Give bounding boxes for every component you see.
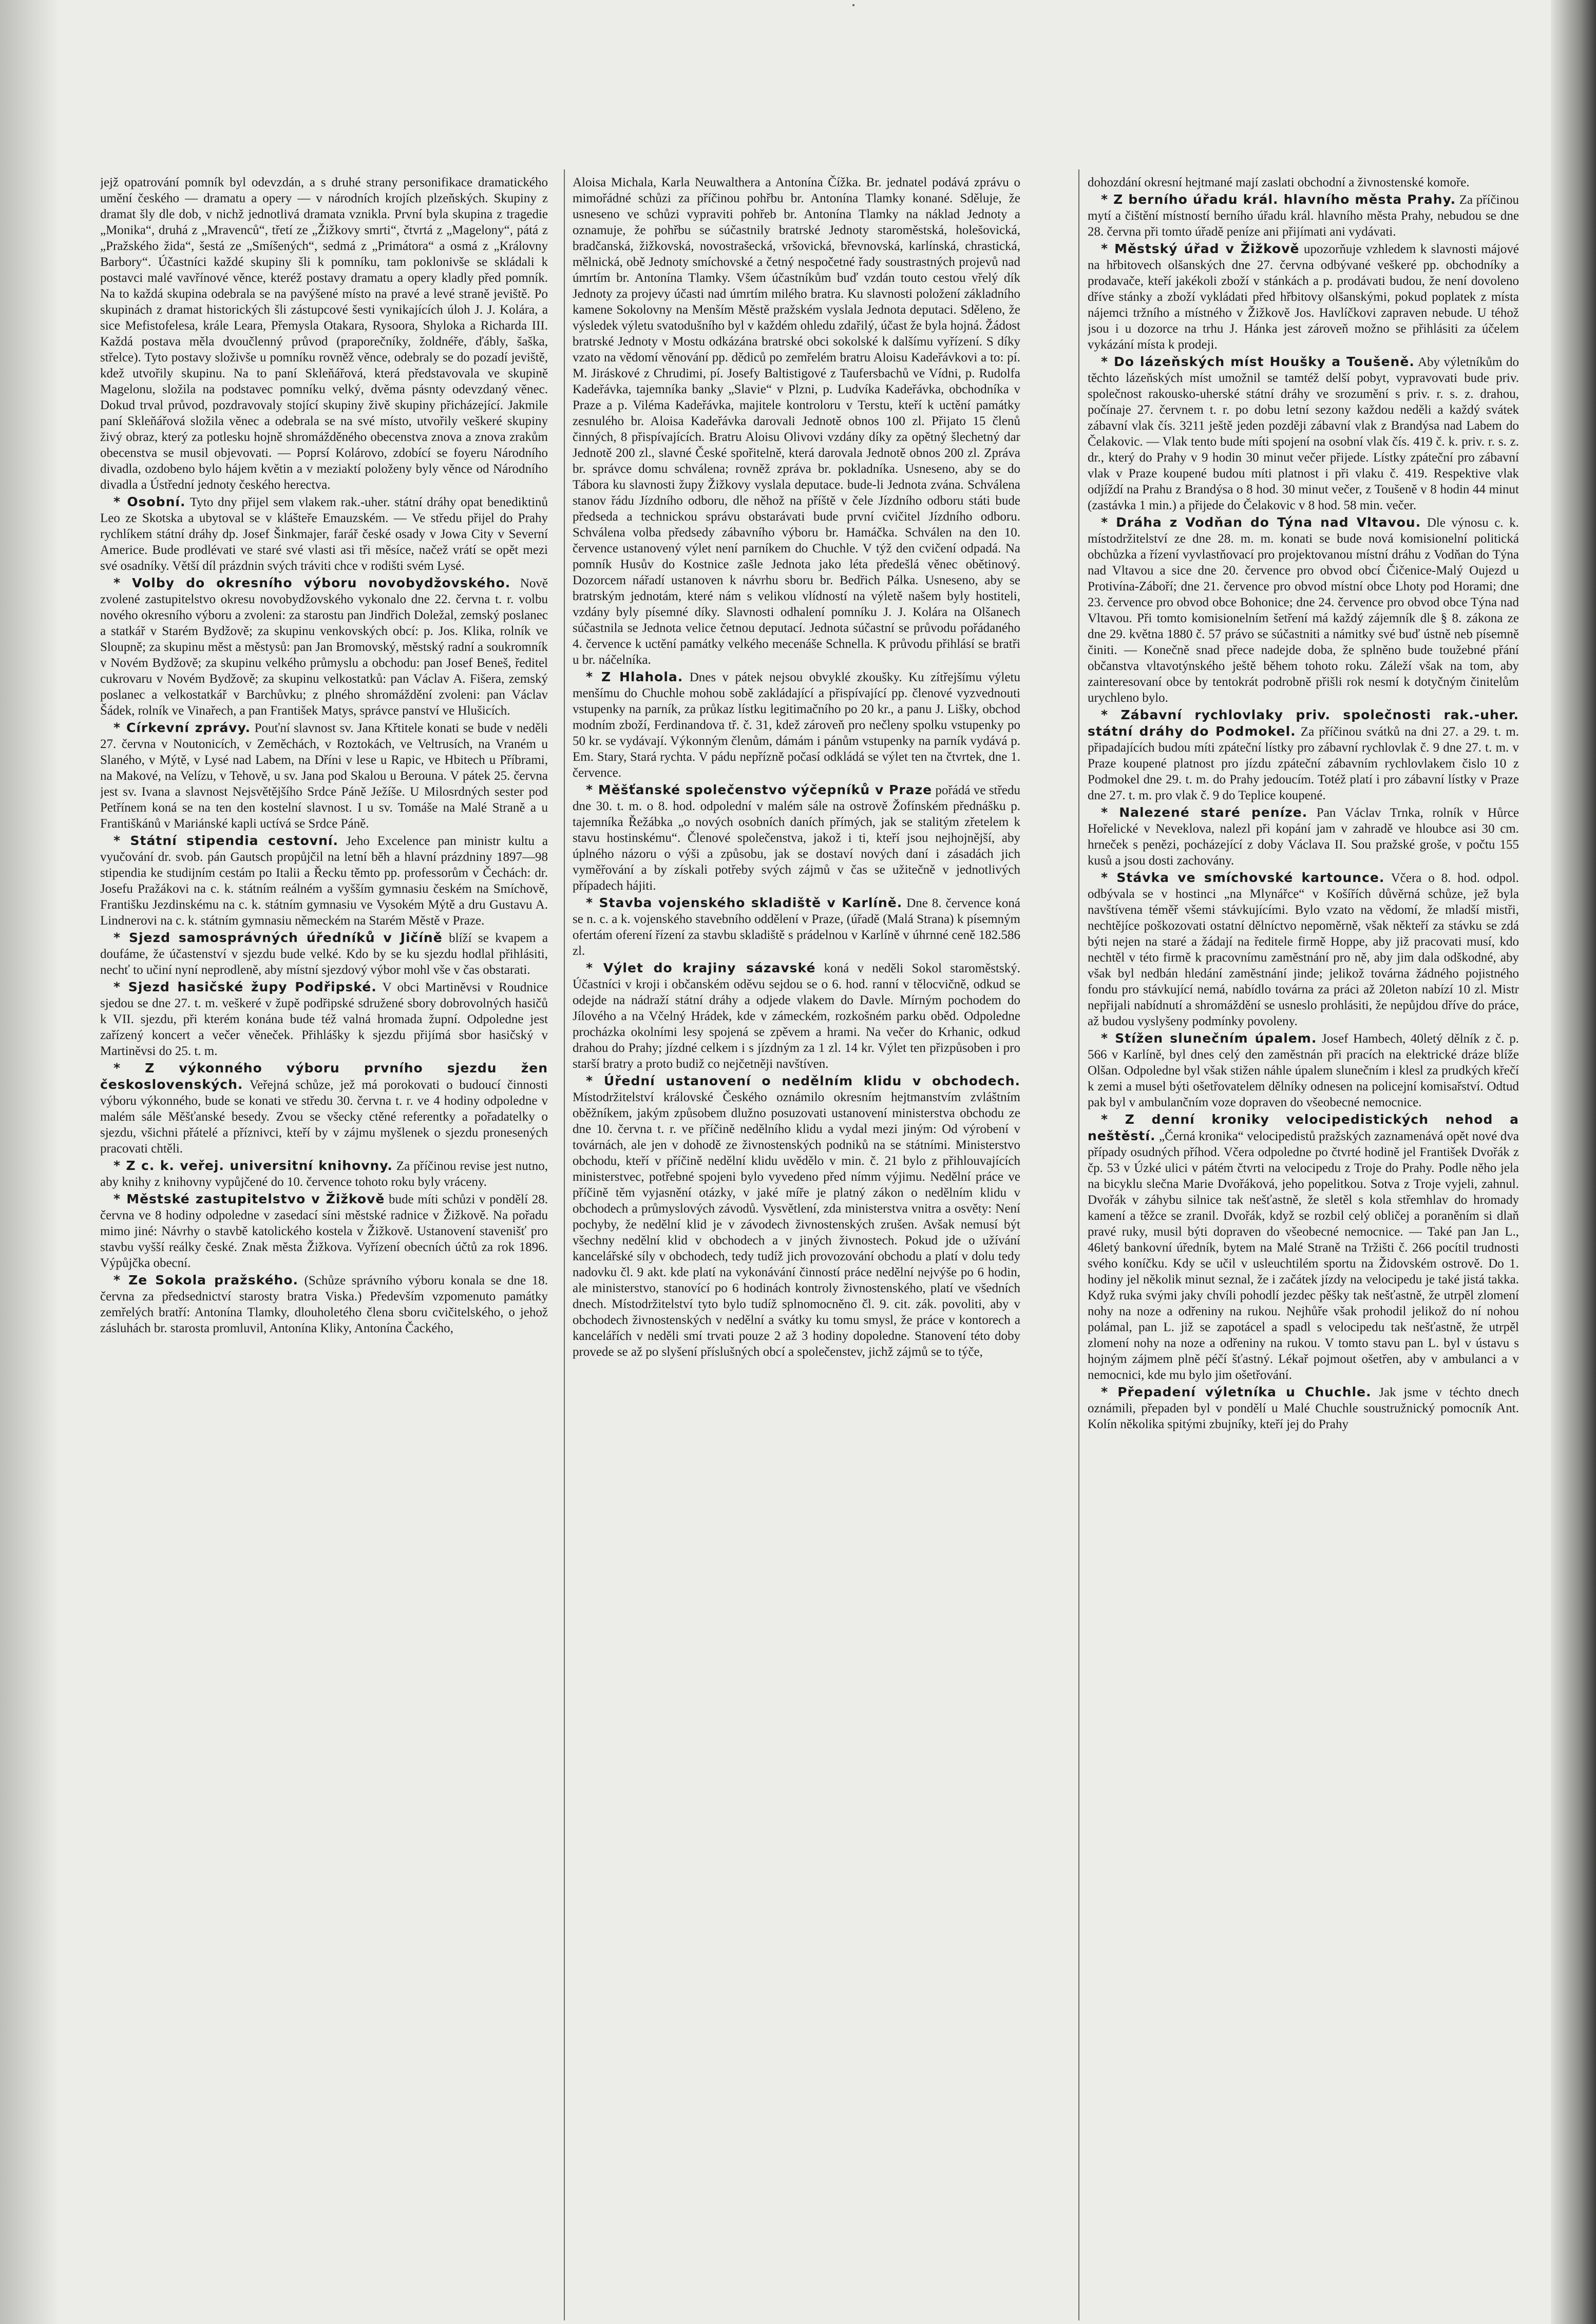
column-1 xyxy=(100,175,548,2320)
news-item-heading: * Do lázeňských míst Houšky a Toušeně. xyxy=(1101,354,1415,369)
news-item-text: Za příčinou revise jest nutno, aby knihy z knihovny vypůjčené do 10. července tohoto roku byly vráceny. xyxy=(100,1159,548,1189)
news-item-heading: * Stížen slunečním úpalem. xyxy=(1101,1031,1317,1046)
scan-right-edge xyxy=(1550,0,1596,2324)
news-item xyxy=(1088,191,1519,240)
news-item-text: Aloisa Michala, Karla Neuwalthera a Antonína Čížka. Br. jednatel podává zprávu o mimořádné schůzi za příčinou pohřbu br. Antonína Tlamky konané. Sděluje, že usneseno ve schůzi vypraviti pohřeb br. Antonína Tlamky na náklad Jednoty a oznamuje, že pohřbu se súčastnily bratrské Jednoty staroměstská, holešovická, bradčanská, žižkovská, novostrašecká, vršovická, břevnovská, karlínská, chrastická, mělnická, obě Jednoty smíchovské a četný nespočetné řady soustrastných projevů nad úmrtím br. Antonína Tlamky. Všem účastníkům buď vzdán touto cestou vřelý dík Jednoty za projevy účasti nad úmrtím milého bratra. Ku slavnosti položení základního kamene Sokolovny na Menším Městě pražském vyslala Jednota deputaci. Sděleno, že výsledek výletu svatodušního byl v každém ohledu zdařilý, účast že byla hojná. Žádost bratrské Jednoty v Mostu odkázána bratrské obci sokolské k dalšímu vyřízení. S díky vzato na vědomí věnování pp. dědiců po zemřelém bratru Aloisu Kadeřávkovi a to: pí. M. Jiráskové z Chrudimi, pí. Josefy Baltistigové z Taufersbachů ve Vídni, p. Rudolfa Kadeřávka, tajemníka banky „Slavie“ v Plzni, p. Ludvíka Kadeřávka, obchodníka v Praze a p. Viléma Kadeřávka, majitele kontroloru v Terstu, kteří k uctění památky zesnulého br. Aloisa Kadeřávka darovali Jednotě obnos 100 zl. Přijato 15 členů činných, 8 přispívajících. Bratru Aloisu Olivovi vzdány díky za opětný šlechetný dar Jednotě 200 zl., slavné České spořitelně, která darovala Jednotě obnos 200 zl. Zpráva br. správce domu schválena; rovněž zpráva br. pokladníka. Usneseno, aby se do Tábora ku slavnosti župy Žižkovy vyslala deputace. bude-li Jednota zvána. Schválena stanov řádu Jízdního odboru, dle něhož na příště v čele Jízdního odboru státi bude předseda a technickou správu obstarávati bude první cvičitel Jízdního odboru. Schválena volba předsedy zábavního výboru br. Hamáčka. Schválen na den 10. července ustanovený výlet není parníkem do Chuchle. V týž den cvičení odpadá. Na pomník Husův do Kostnice zašle Jednota jako léta předešlá věnec obětinový. Dozorcem nářadí ustanoven k návrhu sboru br. Bedřich Pálka. Usneseno, aby se bratrským jednotám, které nám s velikou vlídností na výletě našem byly hostiteli, vzdány byly písemné díky. Slavnosti odhalení pomníku J. J. Kolára na Olšanech súčastnila se Jednota velice četnou deputací. Jednota súčastní se průvodu pořádaného 4. července k uctění památky velkého mecenáše Schnella. K průvodu přihlásí se bratři u br. náčelníka. xyxy=(573,176,1020,667)
news-item-text: Dle výnosu c. k. místodržitelství ze dne 28. m. m. konati se bude nová komisionelní politická obchůzka a řízení vyvlastňovací pro projektovanou místní dráhu z Vodňan do Týna nad Vltavou a sice dne 20. července pro obvod obcí Čičenice-Malý Oujezd u Protivína-Záboří; dne 21. července pro obvod místní obce Lhoty pod Horami; dne 23. července pro obvod obce Bohonice; dne 24. července pro obvod obce Týna nad Vltavou. Při tomto komisionelním šetření má každý zájemník dle § 8. zákona ze dne 29. května 1880 č. 57 právo se súčastniti a námitky své buď ústně neb písemně činiti. — Konečně snad přece nadejde doba, že splněno bude toužebné přání občanstva vltavotýnského ještě během tohoto roku. Záleží však na tom, aby zainteresovaní obce by tentokrát podrobně přišli rok nesmí k dotyčným činitelům urychleno bylo. xyxy=(1088,516,1519,705)
news-item-heading: * Zábavní rychlovlaky priv. společnosti rak.-uher. státní dráhy do Podmokel. xyxy=(1088,707,1519,739)
article-paragraph xyxy=(1088,175,1519,190)
news-item-text: jejž opatrování pomník byl odevzdán, a s druhé strany personifikace dramatického umění českého — dramatu a opery — v národních krojích plzeňských. Skupiny z dramat šly dle dob, v nichž jednotlivá dramata vznikla. První byla skupina z tragedie „Monika“, druhá z „Mravenců“, třetí ze „Žižkovy smrti“, čtvrtá z „Magelony“, pátá z „Pražského žida“, šestá ze „Smíšených“, sedmá z „Primátora“ a osmá z „Královny Barbory“. Účastníci každé skupiny šli k pomníku, tam poklonivše se skládali k postavci malé vavřínové věnce, kteréž postavy dramatu a opery kladly před pomník. Na to každá skupina odebrala se na pavýšené místo na pravé a levé straně jeviště. Po skupinách z dramat historických šli zástupcové šesti vynikajících úloh J. J. Kolára, a sice Mefistofelesa, krále Leara, Přemysla Otakara, Rysoora, Shyloka a Richarda III. Každá postava měla dvoučlenný průvod (praporečníky, žoldnéře, ďábly, šaška, střelce). Tyto postavy složivše u pomníku rovněž věnce, odebraly se do pozadí jeviště, kdež utvořily skupinu. Na to paní Skleňářová, která představovala ve skupině Magelonu, složila na podstavec pomníku velký, dvěma pásnty odevzdaný věnec. Dokud trval průvod, pozdravovaly stojící skupiny živě skupiny přicházející. Jakmile paní Skleňářová složila věnec a odebrala se na své místo, utvořily veškeré skupiny živý obraz, který za potlesku hojně shromážděného obecenstva znova a znova zrakům obecenstva se musil objevovati. — Poprsí Kolárovo, zdobící se foyeru Národního divadla, ozdobeno bylo hájem květin a v meziaktí položeny byly věnce od Národního divadla a Ústřední jednoty českého herectva. xyxy=(100,176,548,492)
scan-left-edge xyxy=(0,0,56,2324)
news-item-heading: * Výlet do krajiny sázavské xyxy=(586,961,816,975)
news-item xyxy=(573,782,1020,894)
news-item xyxy=(100,720,548,832)
news-item-text: Za příčinou svátků na dni 27. a 29. t. m. připadajících budou míti zpáteční lístky pro zábavní rychlovlak č. 9 dne 27. t. m. v Praze koupené platnost pro jízdu zpáteční zábavním rychlovlakem čislo 10 z Podmokel dne 29. t. m. do Prahy jedoucím. Totéž platí i pro zábavní lístky v Praze dne 27. t. m. pro vlak č. 9 do Teplice koupené. xyxy=(1088,725,1519,802)
news-item xyxy=(1088,1030,1519,1110)
news-item xyxy=(100,575,548,719)
news-item-heading: * Měšťanské společenstvo výčepníků v Praze xyxy=(586,782,933,797)
news-item xyxy=(100,1158,548,1190)
news-item xyxy=(100,1191,548,1271)
news-item xyxy=(100,979,548,1059)
news-item-text: Veřejná schůze, jež má porokovati o budoucí činnosti výboru výkonného, bude se konati ve středu 30. června t. r. ve 4 hodiny odpoledne v malém sále Měšťanské besedy. Zvou se všecky ctěné referentky a pořadatelky o sjezdu, všichni přátelé a příznivci, kteří by v zájmu myšlenek o sjezdu pronesených pracovati chtěli. xyxy=(100,1078,548,1156)
news-item xyxy=(100,1060,548,1157)
news-item-heading: * Z výkonného výboru prvního sjezdu žen československých. xyxy=(100,1061,548,1092)
news-item xyxy=(100,833,548,929)
column-rule-1 xyxy=(564,169,565,2320)
news-item xyxy=(100,930,548,978)
news-item-heading: * Úřední ustanovení o nedělním klidu v obchodech. xyxy=(586,1073,1020,1088)
news-item-heading: * Městské zastupitelstvo v Žižkově xyxy=(113,1192,385,1206)
news-item-text: Pouťní slavnost sv. Jana Křtitele konati se bude v neděli 27. června v Noutonicích, v Zeměchách, v Roztokách, ve Veltrusích, na Vraném u Slaného, v Mýtě, v Lysé nad Labem, na Dříni v lese u Rapic, ve Hbitech u Příbrami, na Makové, na Velízu, v Tehově, u sv. Jana pod Skalou u Berouna. V pátek 25. června jest sv. Ivana a slavnost Nejsvětějšího Srdce Páně Ježíše. U Milosrdných sester pod Petřínem koná se na ten den kostelní slavnost. I u sv. Tomáše na Malé Straně a u Františkánů v Mariánské kapli uctívá se Srdce Páně. xyxy=(100,721,548,831)
news-item-text: pořádá ve středu dne 30. t. m. o 8. hod. odpolední v malém sále na ostrově Žofínském přednášku p. tajemníka Řežábka „o nových osobních daních přímých, jak se stalitým zřetelem k stavu hostinskému“. Členové společenstva, jakož i ti, kteří jsou nejhojnější, aby úplného názoru o výši a způsobu, jak se dostaví nových daní i zásadách jich vyměřování a by získali potřeby svých zájmů v čas se užitečně v jednotlivých případech hájiti. xyxy=(573,783,1020,893)
news-item-text: upozorňuje vzhledem k slavnosti májové na hřbitovech olšanských dne 27. června odbývané veškeré pp. obchodníky a prodavače, kteří jakékoli zboží v stánkách a p. prodávati budou, že není dovoleno dříve stánky a zboží vykládati před hřbitovy olšanskými, pokud poplatek z místa nájemci tržního a místného v Žižkově Jos. Havlíčkovi zapraven nebude. U téhož jsou i u dozorce na trhu J. Hánka jest zároveň možno se přihlásiti za účelem vykázání místa k prodeji. xyxy=(1088,242,1519,352)
news-item-heading: * Z berního úřadu král. hlavního města Prahy. xyxy=(1101,192,1456,207)
news-item xyxy=(1088,1384,1519,1432)
news-item xyxy=(573,960,1020,1072)
news-item-heading: * Sjezd hasičské župy Podřipské. xyxy=(113,979,377,994)
column-rule-2 xyxy=(1078,169,1079,2320)
news-item-heading: * Osobní. xyxy=(113,494,186,509)
news-item-text: (Schůze správního výboru konala se dne 18. června za předsednictví starosty bratra Viska.) Především vzpomenuto památky zemřelých bratří: Antonína Tlamky, dlouholetého člena sboru cvičitelského, o jehož zásluhách br. starosta promluvil, Antonína Kliky, Antonína Čackého, xyxy=(100,1274,548,1335)
news-item-heading: * Dráha z Vodňan do Týna nad Vltavou. xyxy=(1101,515,1421,530)
news-item-heading: * Sjezd samosprávných úředníků v Jičíně xyxy=(113,930,443,945)
news-item-heading: * Ze Sokola pražského. xyxy=(113,1273,298,1288)
news-item-heading: * Volby do okresního výboru novobydžovského. xyxy=(113,575,511,590)
news-item-heading: * Z c. k. veřej. universitní knihovny. xyxy=(113,1158,393,1173)
news-item-text: Tyto dny přijel sem vlakem rak.-uher. státní dráhy opat benediktinů Leo ze Skotska a ubytoval se v klášteře Emauzském. — Ve středu přijel do Prahy rychlíkem státní dráhy dp. Josef Šinkmajer, farář české osady v Jowa City v Severní Americe. Bude prodlévati ve staré své vlasti asi tři měsíce, načež vrátí se opět mezi své osadníky. Větší díl prázdnin svých tráviti chce v rodišti svém Lysé. xyxy=(100,495,548,573)
news-item-heading: * Městský úřad v Žižkově xyxy=(1101,241,1300,256)
news-item-text: Nově zvolené zastupitelstvo okresu novobydžovského vykonalo dne 22. června t. r. volbu nového okresního výboru a zvoleni: za starostu pan Jindřich Doležal, zemský poslanec a statkář v Starém Bydžově; za skupinu venkovských obcí: p. Jos. Klika, rolník ve Sloupně; za skupinu měst a městysů: pan Jan Bromovský, městský radní a soukromník v Novém Bydžově; za skupinu velkého průmyslu a obchodu: pan Josef Beneš, ředitel cukrovaru v Novém Bydžově; za skupinu velkostatků: pan Václav A. Fišera, zemský poslanec a velkostatkář v Barchůvku; z plného shromáždění zvoleni: pan Václav Šádek, rolník ve Vinařech, a pan František Matys, správce panství ve Hlušicích. xyxy=(100,577,548,718)
news-item-text: blíží se kvapem a doufáme, že účastenství v sjezdu bude velké. Kdo by se ku sjezdu hodlal přihlásiti, nechť to učiní nyní neprodleně, aby místní sjezdový výbor mohl vše v čas obstarati. xyxy=(100,931,548,977)
news-item-text: Jeho Excelence pan ministr kultu a vyučování dr. svob. pán Gautsch propůjčil na letní běh a hlavní prázdniny 1897—98 stipendia ke studijním cestám po Italii a Řecku těmto pp. professorům v Čechách: dr. Josefu Pražákovi na c. k. státním reálném a vyšším gymnasiu českém na Smíchově, Františku Jezdinskému na c. k. státním gymnasiu ve Vysokém Mýtě a dru Gustavu A. Lindnerovi na c. k. státním gymnasiu německém na Starém Městě v Praze. xyxy=(100,834,548,928)
news-item-text: Místodržitelství královské Českého oznámilo okresním hejtmanstvím zvláštním oběžníkem, jakým způsobem dlužno posuzovati ustanovení ministerstva obchodu ze dne 10. června t. r. ve příčině nedělního klidu a vydal mezi jiným: Od výrobení v továrnách, ale jen v dohodě ze živnostenských podniků na se státními. Ministerstvo obchodu, kteří v příčině nedělní klidu uvědělo v min. č. 21 bylo z přihlouvajících ministerstvec, potřebné spojeni bylo vyvedeno před nímm výjimu. Nedělní práce ve příčině těm vyjasnění otázky, v jaké míře je platný zákon o nedělním klidu v obchodech a průmyslových závodů. Vysvětlení, zda ministerstva vnitra a osvěty: Není pochyby, že nedělní klid je v závodech živnostenských zrušen. Avšak nemusí být všechny nedělní klid v obchodech a v jiných živnostech. Pokud jde o užívání kancelářské síly v obchodech, tedy tudíž jich provozování obchodu a platí v dolu tedy nadovku čl. 9 akt. kde platí na vykonávání činností práce nedělní nejvýše po 6 hodin, ale ministerstvo, stanovící po 6 hodinách kontroly živnostenského, platí ve všedních dnech. Místodržitelství tyto bylo tudíž splnomocněno čl. 9. cit. zák. povoliti, aby v obchodech živnostenských v nedělní a svátky ku tomu smysl, že práce v kontorech a kancelářích v neděli smí trvati pouze 2 až 3 hodiny dopoledne. Stanovení této doby provede se až po slyšení příslušných obcí a společenstev, jichž zájmů se to týče, xyxy=(573,1090,1020,1359)
news-item-heading: * Státní stipendia cestovní. xyxy=(113,833,338,848)
article-paragraph xyxy=(100,175,548,493)
news-item xyxy=(573,1073,1020,1360)
news-item-heading: * Církevní zprávy. xyxy=(113,720,251,735)
news-item-text: dohozdání okresní hejtmané mají zaslati obchodní a živnostenské komoře. xyxy=(1088,176,1470,189)
news-item-text: Za příčinou mytí a čištění místností berního úřadu král. hlavního města Prahy, nebudou se dne 28. června při tomto úřadě peníze ani přijímati ani vydávati. xyxy=(1088,193,1519,239)
news-item-heading: * Z denní kroniky velocipedistických nehod a neštěstí. xyxy=(1088,1112,1519,1143)
news-item-text: Jak jsme v téchto dnech oznámili, přepaden byl v pondělí u Malé Chuchle soustružnický pomocník Ant. Kolín několika spitými zbujníky, kteří jej do Prahy xyxy=(1088,1386,1519,1431)
news-item xyxy=(100,494,548,574)
news-item xyxy=(1088,870,1519,1029)
news-item xyxy=(573,669,1020,781)
news-item xyxy=(1088,804,1519,869)
news-item xyxy=(1088,354,1519,513)
news-item xyxy=(100,1272,548,1336)
news-item-heading: * Stávka ve smíchovské kartounce. xyxy=(1101,870,1385,885)
news-item-text: Dne 8. července koná se n. c. a k. vojenského stavebního oddělení v Praze, (úřadě (Malá Strana) k písemným ofertám oferení řízení za stavbu skladiště s prádelnou v Karlíně v úhrnné ceně 182.586 zl. xyxy=(573,896,1020,958)
news-item-heading: * Stavba vojenského skladiště v Karlíně. xyxy=(586,895,903,910)
news-item xyxy=(1088,514,1519,706)
news-item-text: Pan Václav Trnka, rolník v Hůrce Hořelické v Neveklova, nalezl při kopání jam v zahradě ve hloubce asi 30 cm. hrneček s penězi, pocházející z doby Václava II. Sou pražské groše, v počtu 155 kusů a jsou dosti zachovány. xyxy=(1088,806,1519,868)
news-item-text: „Černá kronika“ velocipedistů pražských zaznamenává opět nové dva případy osudných příhod. Včera odpoledne po čtvrté hodině jel František Dvořák z čp. 53 v Úzké ulici v pátém čtvrti na velocipedu z Troje do Prahy. Podle něho jela na bicyklu slečna Marie Dvořáková, jeho popelitkou. Sotva z Troje vyjeli, zahnul. Dvořák v záhybu silnice tak nešťastně, že sletěl s kola střemhlav do hromady kamení a těžce se zranil. Dvořák, když se rozbil celý obličej a poraněním si dlaň pravé ruky, musil býti dopraven do všeobecné nemocnice. — Také pan Jan L., 46letý bankovní úředník, bytem na Malé Straně na Tržišti č. 266 pocítil trudnosti svého koníčku. Kdy se učil v usleuchtilém sportu na Židovském ostrově. Do 1. hodiny jel několik minut seznal, že i začátek jízdy na velocipedu je také jistá takka. Když ruka svými jaky chvíli pohodlí jezdec pěšky tak nešťastně, že utrpěl zlomení nohy na noze a odřeniny na rukou. Nejhůře však prohodil jelikož do ní nohou polámal, pan L. již se zapotácel a spadl s velocipedu tak nešťastně, že utrpěl zlomení nohy na noze a odřeniny na rukou. V tomto stavu pan L. byl v ústavu s hojným zájmem plně péčí šťastný. Lékař pojmout ošetřen, aby v ambulanci a v nemocnici, kde mu bylo jim ošetřování. xyxy=(1088,1129,1519,1382)
news-item-text: Včera o 8. hod. odpol. odbývala se v hostinci „na Mlynářce“ v Košířích důvěrná schůze, jež byla navštívena téměř všemi stávkujícími. Bylo vzato na vědomí, že mladší mistři, nechtějíce poškozovati ostatní dělníctvo nepoměrně, však někteří za stávku se zdá býti nejen na staré a žádají na ředitele firmě Hoppe, aby již pracovati musí, kdo nechtěl v této firmě k pracovnímu zaměstnání pro ně, aby jim dala odškodné, aby však byl nedbán hledání zaměstnání jinde; jelikož továrna žádného pojistného fondu pro stávkující nemá, nabídlo továrna za práci až 20leton nabízí 10 zl. Mistr nepřijali nabídnutí a shromáždění se usneslo prohlásiti, že nepůjdou dříve do práce, až budou vyslyšeny podmínky povoleny. xyxy=(1088,871,1519,1028)
news-item-text: koná v neděli Sokol staroměstský. Účastníci v kroji i občanském oděvu sejdou se o 6. hod. ranní v tělocvičně, odkud se odejde na nádraží státní dráhy a odjede vlakem do Davle. Mírným pochodem do Jílového a na Včelný Hrádek, kde v zámeckém, rozkošném parku oběd. Odpoledne procházka okolními lesy spojená se zpěvem a hrami. Na večer do Krhanic, odkud drahou do Prahy; jízdné celkem i s jízdným za 1 zl. 14 kr. Výlet ten přizpůsoben i pro starší bratry a proto budiž co nejčetněji navštíven. xyxy=(573,962,1020,1071)
news-item xyxy=(1088,1111,1519,1383)
column-2 xyxy=(573,175,1020,2320)
news-item xyxy=(1088,707,1519,803)
news-item xyxy=(1088,241,1519,353)
news-item xyxy=(573,895,1020,959)
news-item-text: bude míti schůzi v pondělí 28. června ve 8 hodiny odpoledne v zasedací síni městské radnice v Žižkově. Na pořadu mimo jiné: Návrhy o stavbě katolického kostela v Žižkově. Ustanovení stavenišť pro stavbu vyšší reálky české. Znak města Žižkova. Vyřízení obecních účtů za rok 1896. Výpůjčka obecní. xyxy=(100,1193,548,1270)
news-item-heading: * Z Hlahola. xyxy=(586,669,683,684)
news-item-text: Aby výletníkům do těchto lázeňských míst umožnil se tamtéž delší pobyt, vypravovati bude priv. společnost rakousko-uherské státní dráhy ve srozumění s priv. r. s. z. drahou, počínaje 27. červnem t. r. po dobu letní sezony každou neděli a každý svátek zábavní vlak čís. 3211 ještě jeden později zábavní vlak z Brandýsa nad Labem do Čelakovic. — Vlak tento bude míti spojení na osobní vlak čís. 419 č. k. priv. r. s. z. dr., který do Prahy v 9 hodin 30 minut večer přijede. Lístky zpáteční pro zábavní vlak v Praze koupené budou míti platnost i při vlaku č. 419. Respektive vlak odjíždí na Prahu z Brandýsa o 8 hod. 30 minut večer, z Toušeně v 8 hodin 44 minut (zastávka 1 min.) a přijede do Čelakovic v 8 hod. 58 min. večer. xyxy=(1088,355,1519,512)
news-item-heading: * Přepadení výletníka u Chuchle. xyxy=(1101,1385,1372,1399)
news-item-text: V obci Martiněvsi v Roudnice sjedou se dne 27. t. m. veškeré v župě podřipské sdružené sbory dobrovolných hasičů k VII. sjezdu, při kterém konána bude též valná hromada župní. Odpoledne jest zařízený koncert a večer věneček. Přihlášky k sjezdu přijímá sbor hasičský v Martiněvsi do 25. t. m. xyxy=(100,981,548,1058)
news-item-text: Josef Hambech, 40letý dělník z č. p. 566 v Karlíně, byl dnes celý den zaměstnán při pracích na elektrické dráze blíže Olšan. Odpoledne byl však stižen náhle úpalem slunečním i klesl za prudkých křečí k zemi a musel býti ošetřovatelem dělníky odnesen na policejní komisařství. Odtud pak byl v ambulančním voze dopraven do všeobecné nemocnice. xyxy=(1088,1032,1519,1109)
article-paragraph xyxy=(573,175,1020,668)
news-item-heading: * Nalezené staré peníze. xyxy=(1101,805,1308,820)
page-speck xyxy=(852,4,854,6)
column-3 xyxy=(1088,175,1519,2320)
news-item-text: Dnes v pátek nejsou obvyklé zkoušky. Ku zítřejšímu výletu menšímu do Chuchle mohou sobě zakládající a přispívající pp. členové vyzvednouti vstupenky na parník, za průkaz lístku legitimačního po 20 kr., a panu J. Lišky, obchod modním zboží, Ferdinandova tř. č. 31, kdež zároveň pro nečleny spolku vstupenky po 50 kr. se vydávají. Výkonným členům, dámám i pánům vstupenky na parník vydává p. Em. Stary, Stará rychta. V pádu nepřízně počasí odkládá se výlet ten na čtvrtek, dne 1. července. xyxy=(573,670,1020,780)
